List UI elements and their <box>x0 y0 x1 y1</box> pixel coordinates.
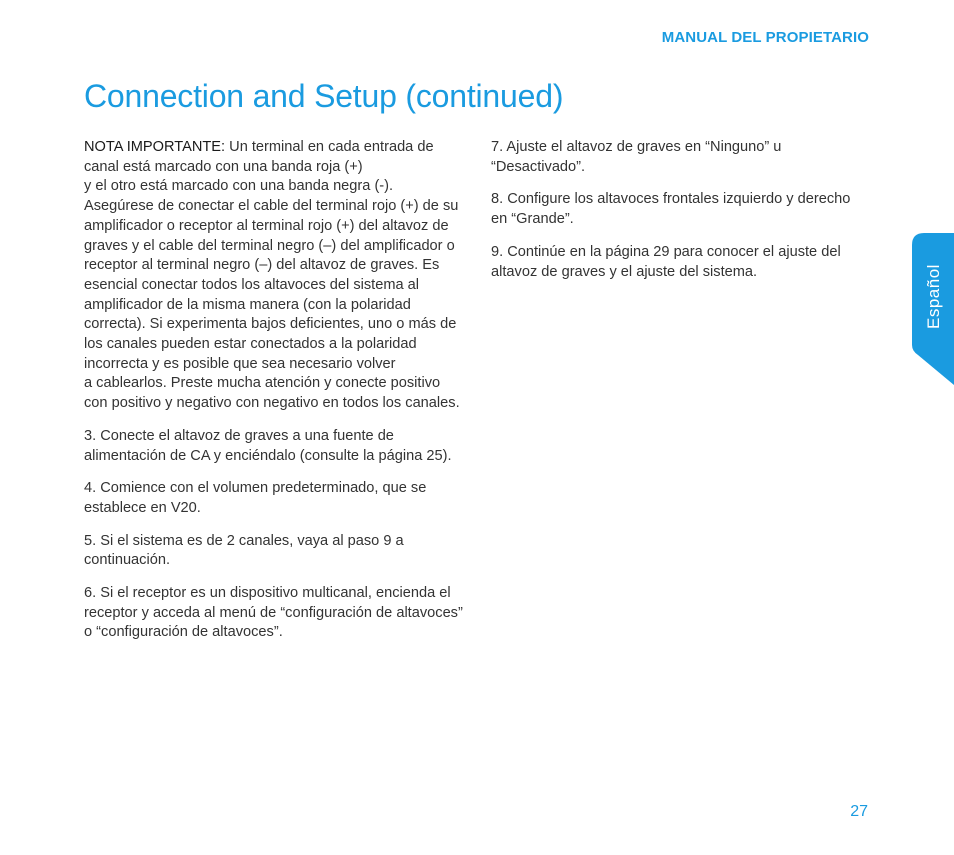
important-note <box>84 138 464 414</box>
step-7: 7. Ajuste el altavoz de graves en “Ninguno” u “Desactivado”. <box>491 139 782 175</box>
step-8: 8. Configure los altavoces frontales izquierdo y derecho en “Grande”. <box>491 191 851 228</box>
language-tab <box>912 233 954 385</box>
page-number: 27 <box>850 803 868 820</box>
manual-header-label: MANUAL DEL PROPIETARIO <box>661 29 869 46</box>
step-9: 9. Continúe en la página 29 para conocer el ajuste del altavoz de graves y el ajuste del sistema. <box>491 243 841 280</box>
right-column <box>491 138 863 295</box>
language-tab-label: Español <box>924 264 943 329</box>
step-5: 5. Si el sistema es de 2 canales, vaya al paso 9 a continuación. <box>84 532 404 569</box>
note-label: NOTA IMPORTANTE: <box>84 139 226 155</box>
step-6: 6. Si el receptor es un dispositivo multicanal, encienda el receptor y acceda al menú de “configuración de altavoces” o “configuración de altavoces”. <box>84 585 463 641</box>
note-text: Un terminal en cada entrada de canal está marcado con una banda roja (+) y el otro está marcado con una banda negra (-). Asegúrese de conectar el cable del terminal rojo (+) de su amplificador o receptor al terminal rojo (+) del altavoz de graves y el cable del terminal negro (–) del amplificador o receptor al terminal negro (–) del altavoz de graves. Es esencial conectar todos los altavoces del sistema al amplificador de la misma manera (con la polaridad correcta). Si experimenta bajos deficientes, uno o más de los canales pueden estar conectados a la polaridad incorrecta y es posible que sea necesario volver a cablearlos. Preste mucha atención y conecte positivo con positivo y negativo con negativo en todos los canales. <box>84 139 460 412</box>
left-column <box>84 138 464 656</box>
page-title: Connection and Setup (continued) <box>84 78 564 114</box>
step-4: 4. Comience con el volumen predeterminado, que se establece en V20. <box>84 480 427 516</box>
step-3: 3. Conecte el altavoz de graves a una fuente de alimentación de CA y enciéndalo (consulte la página 25). <box>84 427 452 464</box>
